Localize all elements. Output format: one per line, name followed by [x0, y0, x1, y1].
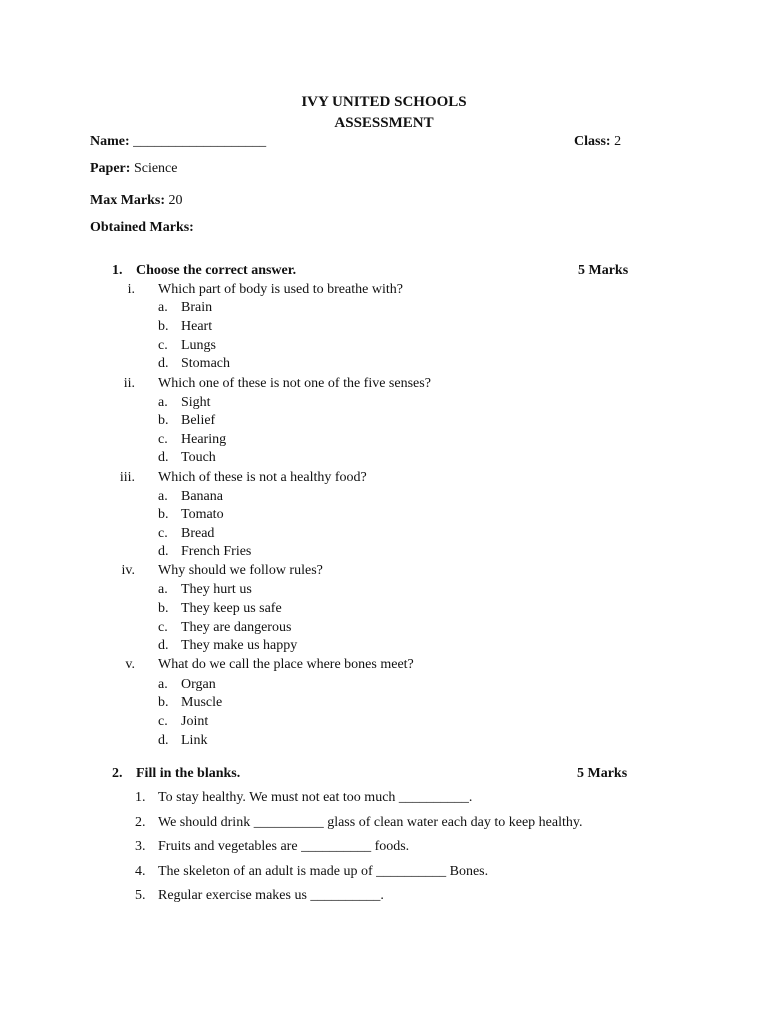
option-letter: c.: [158, 432, 168, 447]
option-text: Touch: [181, 450, 216, 465]
question-text: Which part of body is used to breathe with?: [158, 282, 403, 297]
option-letter: a.: [158, 300, 168, 315]
option-letter: b.: [158, 695, 169, 710]
paper-row: [90, 161, 177, 177]
option-text: Belief: [181, 413, 216, 428]
blank-item-number: 2.: [135, 815, 146, 830]
section-1-title: Choose the correct answer.: [136, 263, 297, 278]
option-letter: a.: [158, 395, 168, 410]
question-number: iv.: [121, 563, 135, 578]
option-text: They make us happy: [181, 638, 298, 653]
max-marks-row: [90, 193, 183, 209]
option-text: French Fries: [181, 544, 252, 559]
section-1-marks: 5 Marks: [578, 263, 629, 278]
option-letter: d.: [158, 450, 169, 465]
blank-item-text: To stay healthy. We must not eat too much __________.: [158, 790, 473, 805]
question-number: v.: [125, 657, 135, 672]
option-letter: c.: [158, 526, 168, 541]
option-text: Hearing: [181, 432, 227, 447]
option-text: They keep us safe: [181, 601, 282, 616]
option-letter: c.: [158, 338, 168, 353]
option-text: Organ: [181, 677, 216, 692]
option-text: Tomato: [181, 507, 224, 522]
blank-item-text: Fruits and vegetables are __________ foods.: [158, 839, 410, 854]
obtained-marks-label: Obtained Marks:: [90, 220, 194, 235]
page-title: ASSESSMENT: [334, 115, 434, 131]
option-text: Bread: [181, 526, 215, 541]
option-letter: d.: [158, 544, 169, 559]
max-marks-value: 20: [168, 193, 183, 208]
question-text: Which of these is not a healthy food?: [158, 470, 367, 485]
option-letter: b.: [158, 507, 169, 522]
blank-item-text: We should drink __________ glass of clean water each day to keep healthy.: [158, 815, 583, 830]
option-letter: b.: [158, 413, 169, 428]
option-text: Link: [181, 733, 208, 748]
class-row: [574, 134, 621, 150]
option-text: Lungs: [181, 338, 216, 353]
question-number: i.: [127, 282, 135, 297]
option-text: Stomach: [181, 356, 230, 371]
option-letter: c.: [158, 620, 168, 635]
question-number: ii.: [123, 376, 135, 391]
blank-item-number: 1.: [135, 790, 146, 805]
option-letter: b.: [158, 601, 169, 616]
question-text: Which one of these is not one of the five senses?: [158, 376, 431, 391]
option-letter: a.: [158, 582, 168, 597]
blank-item-number: 3.: [135, 839, 146, 854]
section-2-title: Fill in the blanks.: [136, 766, 241, 781]
blank-item-number: 5.: [135, 888, 146, 903]
question-text: What do we call the place where bones meet?: [158, 657, 414, 672]
option-text: Banana: [181, 489, 223, 504]
option-letter: a.: [158, 677, 168, 692]
section-1-number: 1.: [112, 263, 123, 278]
name-blank: ___________________: [133, 134, 267, 149]
school-name: IVY UNITED SCHOOLS: [301, 94, 467, 110]
class-value: 2: [614, 134, 622, 149]
option-text: Brain: [181, 300, 213, 315]
section-2-marks: 5 Marks: [577, 766, 628, 781]
section-2-number: 2.: [112, 766, 123, 781]
option-text: Heart: [181, 319, 213, 334]
option-text: Muscle: [181, 695, 223, 710]
option-text: Joint: [181, 714, 209, 729]
option-text: Sight: [181, 395, 211, 410]
option-text: They are dangerous: [181, 620, 292, 635]
option-letter: d.: [158, 638, 169, 653]
option-letter: d.: [158, 356, 169, 371]
question-text: Why should we follow rules?: [158, 563, 323, 578]
option-text: They hurt us: [181, 582, 252, 597]
blank-item-text: Regular exercise makes us __________.: [158, 888, 384, 903]
option-letter: c.: [158, 714, 168, 729]
name-row: [90, 134, 266, 150]
option-letter: b.: [158, 319, 169, 334]
paper-label: Paper:: [90, 161, 131, 176]
option-letter: d.: [158, 733, 169, 748]
class-label: Class:: [574, 134, 611, 149]
paper-value: Science: [133, 161, 178, 176]
name-label: Name:: [90, 134, 130, 149]
blank-item-text: The skeleton of an adult is made up of __________ Bones.: [158, 864, 489, 879]
question-number: iii.: [119, 470, 135, 485]
max-marks-label: Max Marks:: [90, 193, 166, 208]
option-letter: a.: [158, 489, 168, 504]
blank-item-number: 4.: [135, 864, 146, 879]
